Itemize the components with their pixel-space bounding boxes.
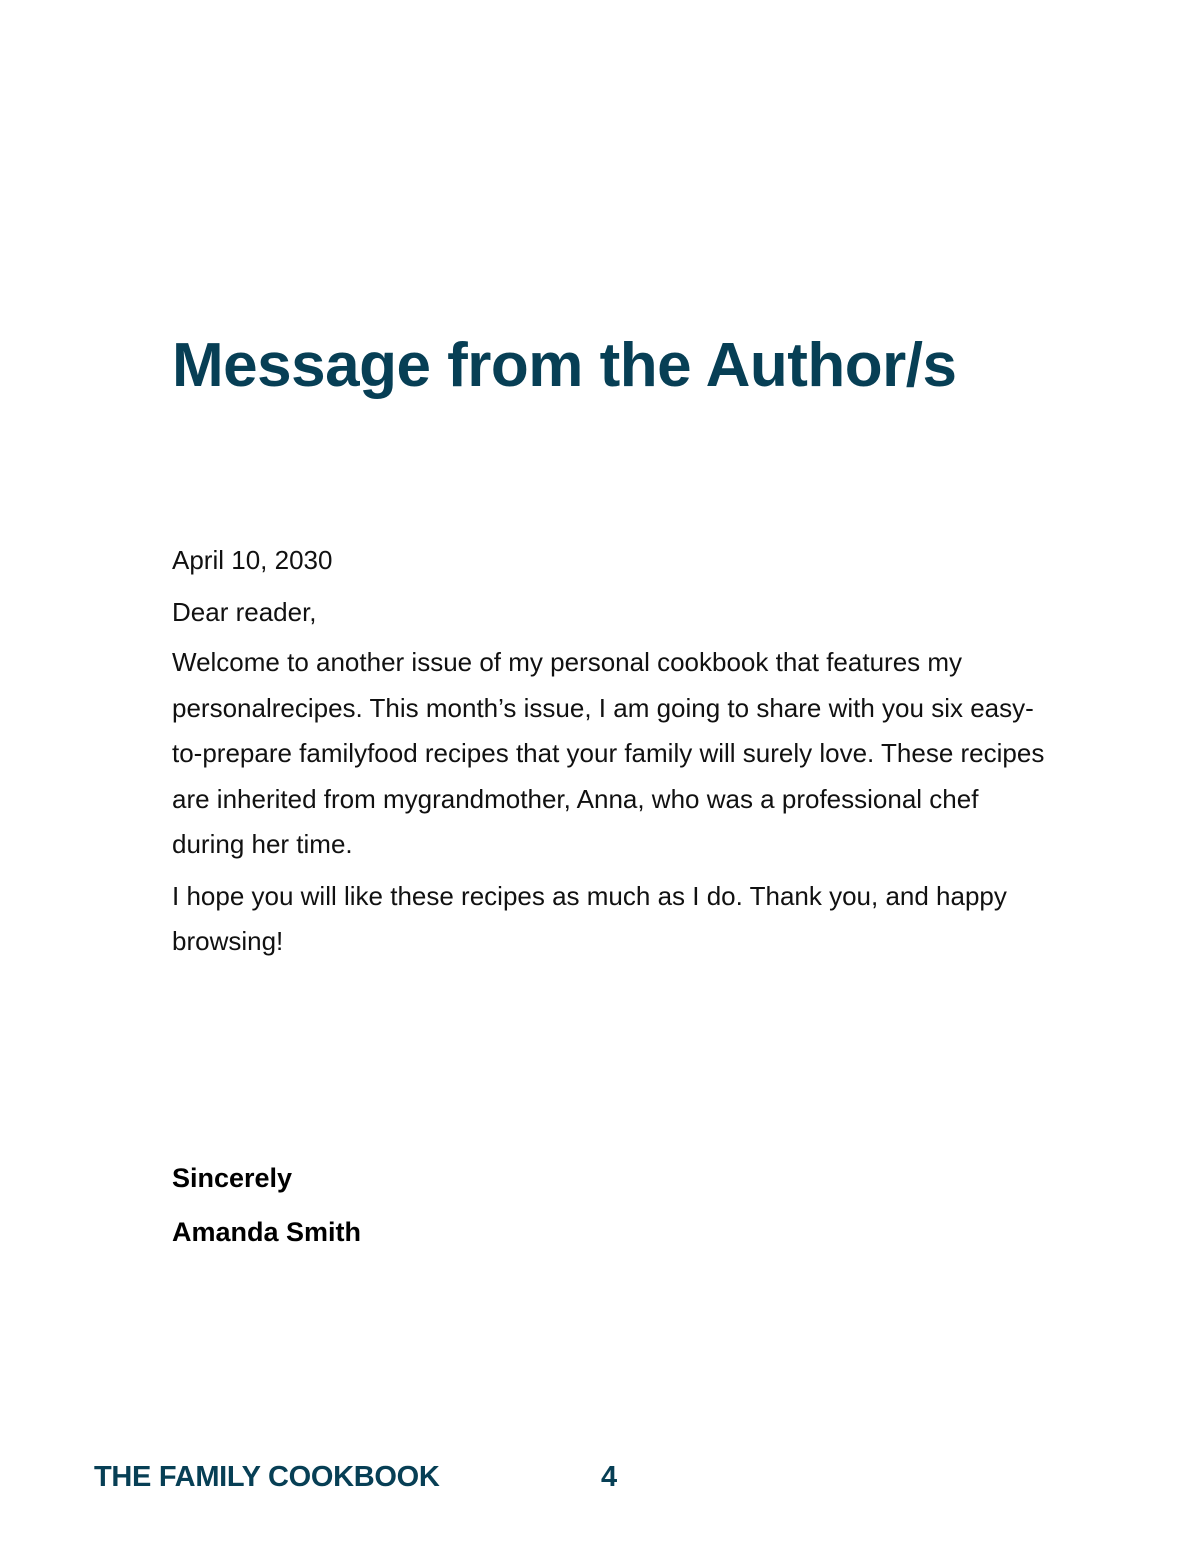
letter-body xyxy=(172,540,1052,965)
letter-signoff xyxy=(172,1158,361,1252)
letter-date: April 10, 2030 xyxy=(172,545,333,575)
footer-page-number: 4 xyxy=(601,1461,618,1493)
letter-closing: Sincerely xyxy=(172,1163,293,1193)
letter-paragraph: Welcome to another issue of my personal cookbook that features my personalrecipes. This month’s issue, I am going to share with you six easy-to-prepare familyfood recipes that your family will surely love. These recipes are inherited from mygrandmother, Anna, who was a professional chef during her time. xyxy=(172,647,1045,859)
letter-greeting: Dear reader, xyxy=(172,597,317,627)
footer-book-title: THE FAMILY COOKBOOK xyxy=(94,1461,440,1493)
author-signature-name: Amanda Smith xyxy=(172,1217,362,1247)
letter-paragraph: I hope you will like these recipes as much as I do. Thank you, and happy browsing! xyxy=(172,880,1007,956)
page-title: Message from the Author/s xyxy=(172,331,957,400)
